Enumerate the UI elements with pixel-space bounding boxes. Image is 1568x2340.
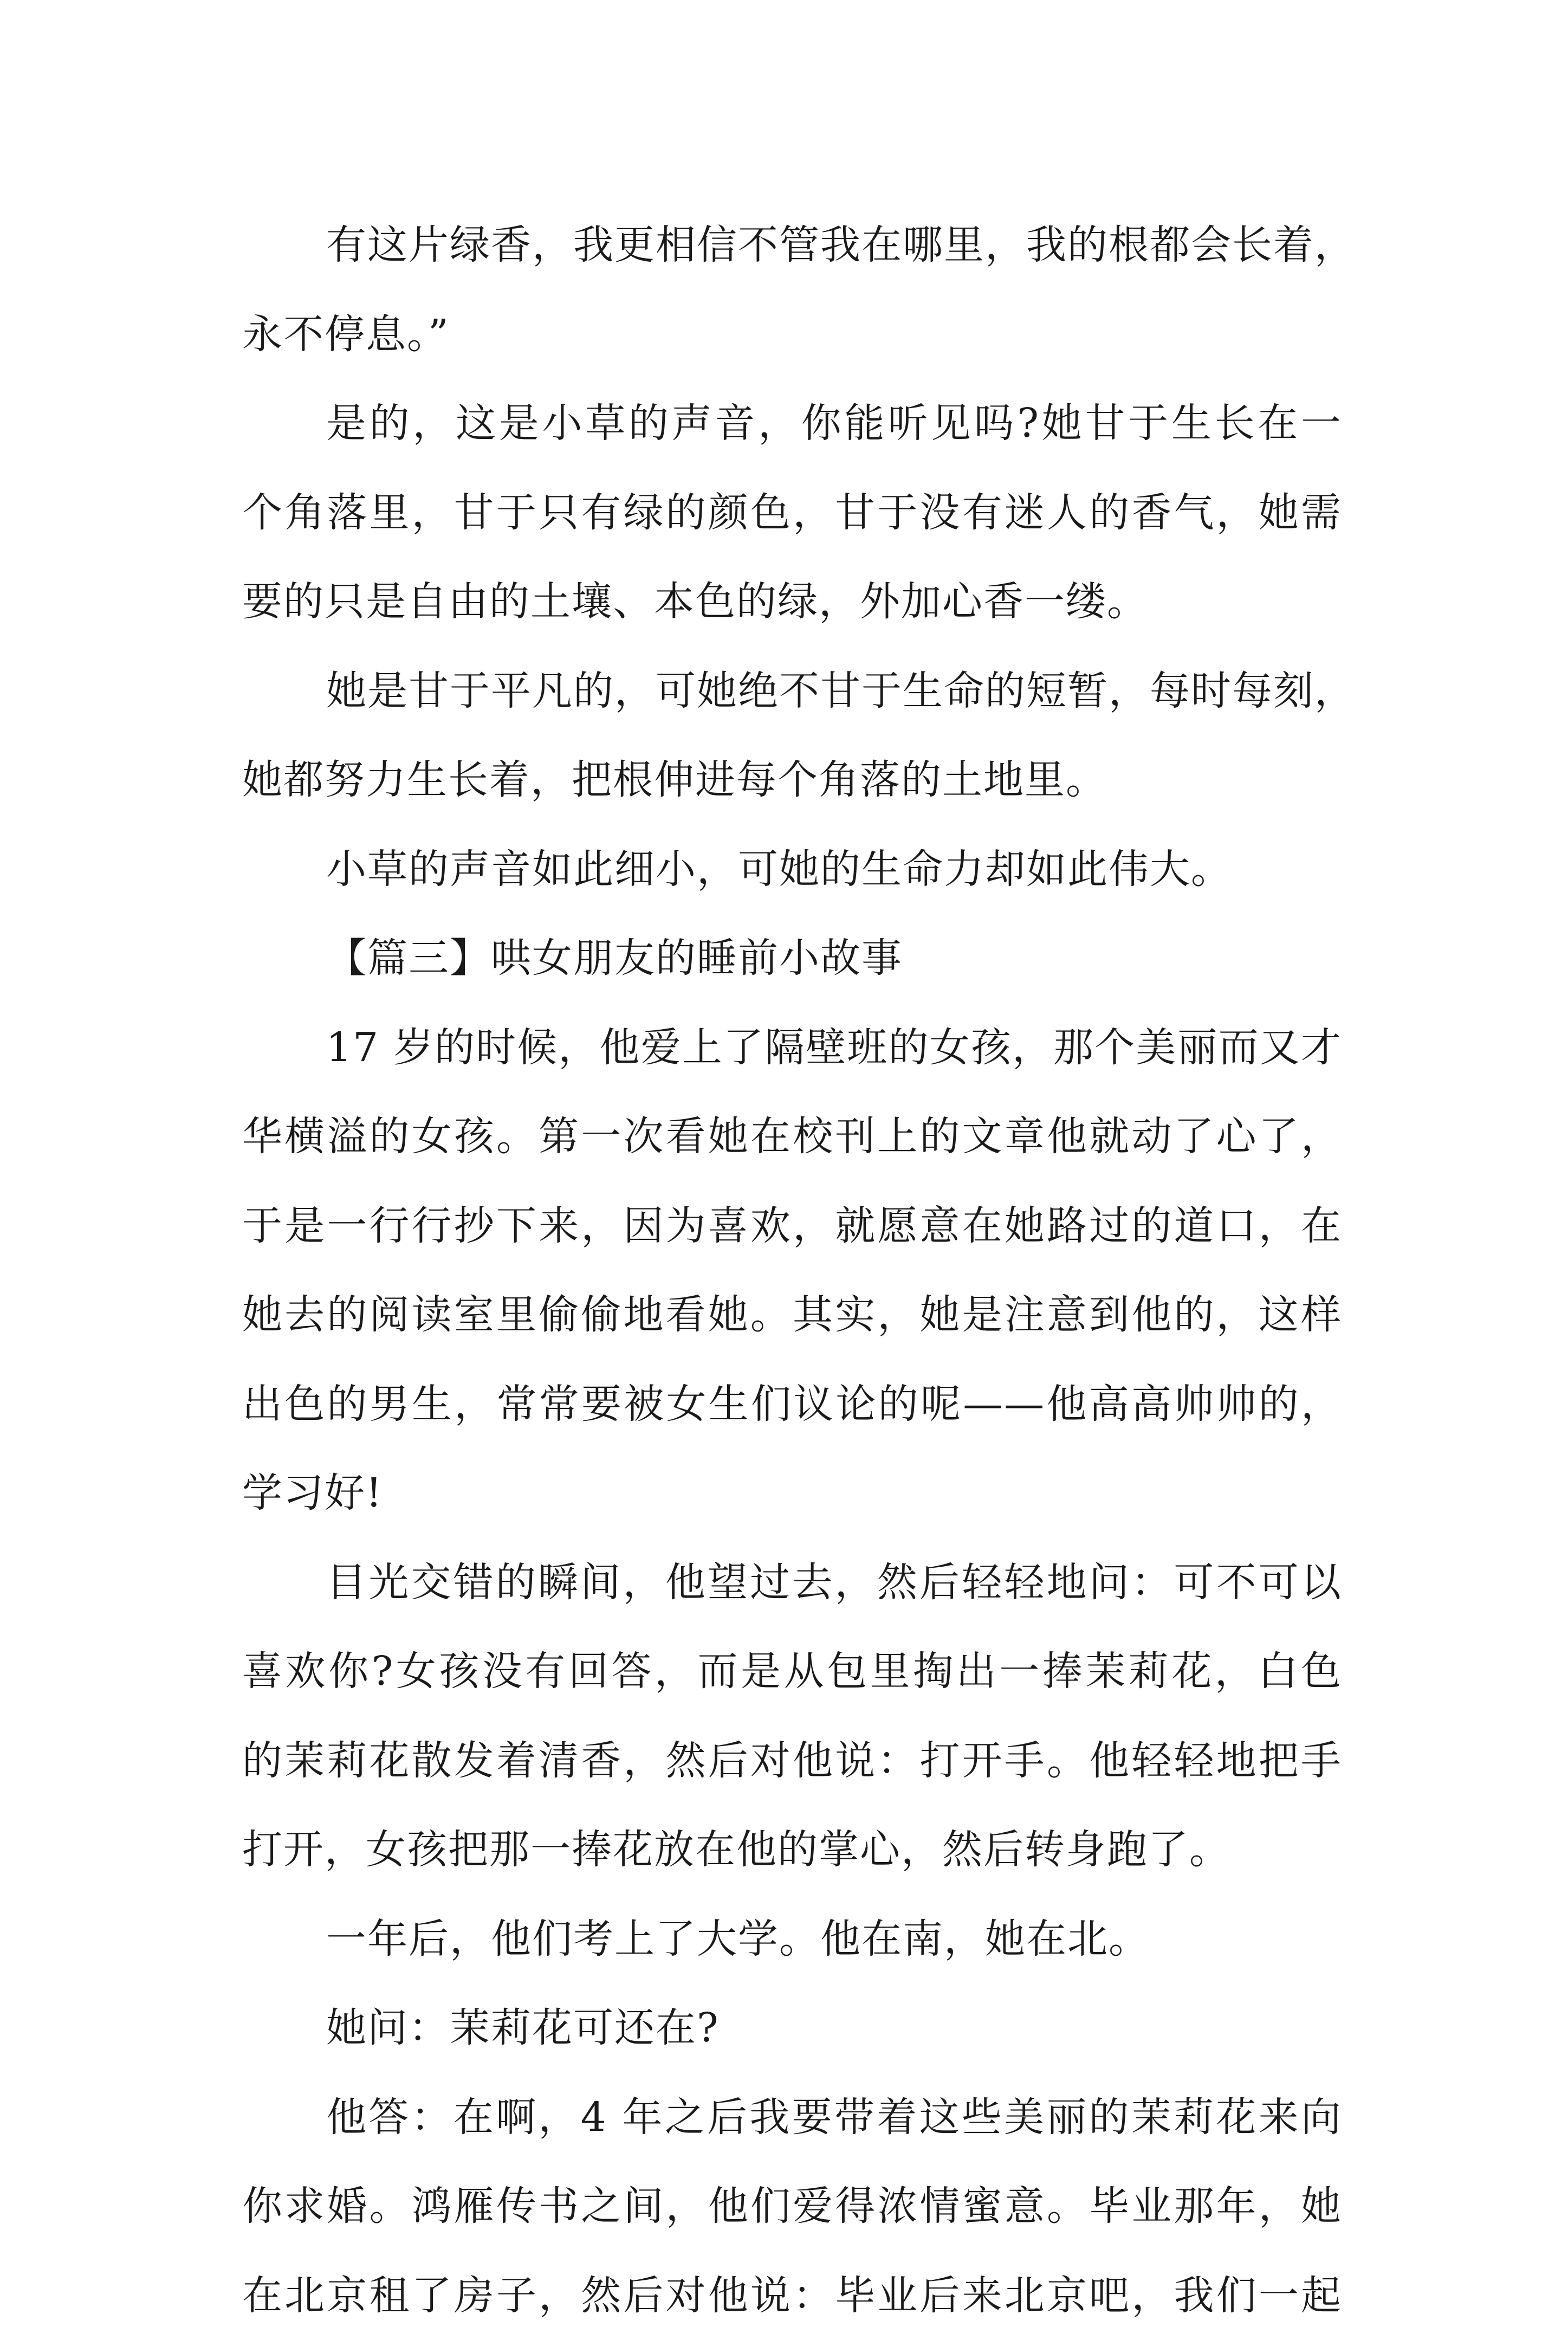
document-body (242, 201, 1342, 2340)
text-line: 有这片绿香，我更相信不管我在哪里，我的根都会长着， (242, 201, 1342, 290)
text-line: 她问：茉莉花可还在? (242, 1983, 1342, 2073)
text-line: 一年后，他们考上了大学。他在南，她在北。 (242, 1895, 1342, 1984)
text-line: 学习好! (242, 1449, 1342, 1538)
text-line: 她都努力生长着，把根伸进每个角落的土地里。 (242, 735, 1342, 825)
text-line: 目光交错的瞬间，他望过去，然后轻轻地问：可不可以 (242, 1538, 1342, 1627)
text-line: 是的，这是小草的声音，你能听见吗?她甘于生长在一 (242, 379, 1342, 468)
text-line: 她去的阅读室里偷偷地看她。其实，她是注意到他的，这样 (242, 1270, 1342, 1360)
text-line: 打开，女孩把那一捧花放在他的掌心，然后转身跑了。 (242, 1805, 1342, 1895)
text-line: 你求婚。鸿雁传书之间，他们爱得浓情蜜意。毕业那年，她 (242, 2162, 1342, 2251)
text-line: 她是甘于平凡的，可她绝不甘于生命的短暂，每时每刻， (242, 647, 1342, 736)
text-line: 喜欢你?女孩没有回答，而是从包里掏出一捧茉莉花，白色 (242, 1627, 1342, 1716)
text-line: 出色的男生，常常要被女生们议论的呢——他高高帅帅的， (242, 1360, 1342, 1449)
text-line: 在北京租了房子，然后对他说：毕业后来北京吧，我们一起 (242, 2251, 1342, 2340)
text-line: 华横溢的女孩。第一次看她在校刊上的文章他就动了心了， (242, 1092, 1342, 1181)
text-line: 个角落里，甘于只有绿的颜色，甘于没有迷人的香气，她需 (242, 468, 1342, 558)
text-line: 的茉莉花散发着清香，然后对他说：打开手。他轻轻地把手 (242, 1716, 1342, 1806)
text-line: 于是一行行抄下来，因为喜欢，就愿意在她路过的道口，在 (242, 1181, 1342, 1271)
text-line: 永不停息。” (242, 290, 1342, 379)
text-line: 小草的声音如此细小，可她的生命力却如此伟大。 (242, 825, 1342, 914)
text-line: 17 岁的时候，他爱上了隔壁班的女孩，那个美丽而又才 (242, 1003, 1342, 1093)
text-line: 他答：在啊，4 年之后我要带着这些美丽的茉莉花来向 (242, 2073, 1342, 2162)
text-line: 要的只是自由的土壤、本色的绿，外加心香一缕。 (242, 557, 1342, 647)
text-line: 【篇三】哄女朋友的睡前小故事 (242, 914, 1342, 1003)
